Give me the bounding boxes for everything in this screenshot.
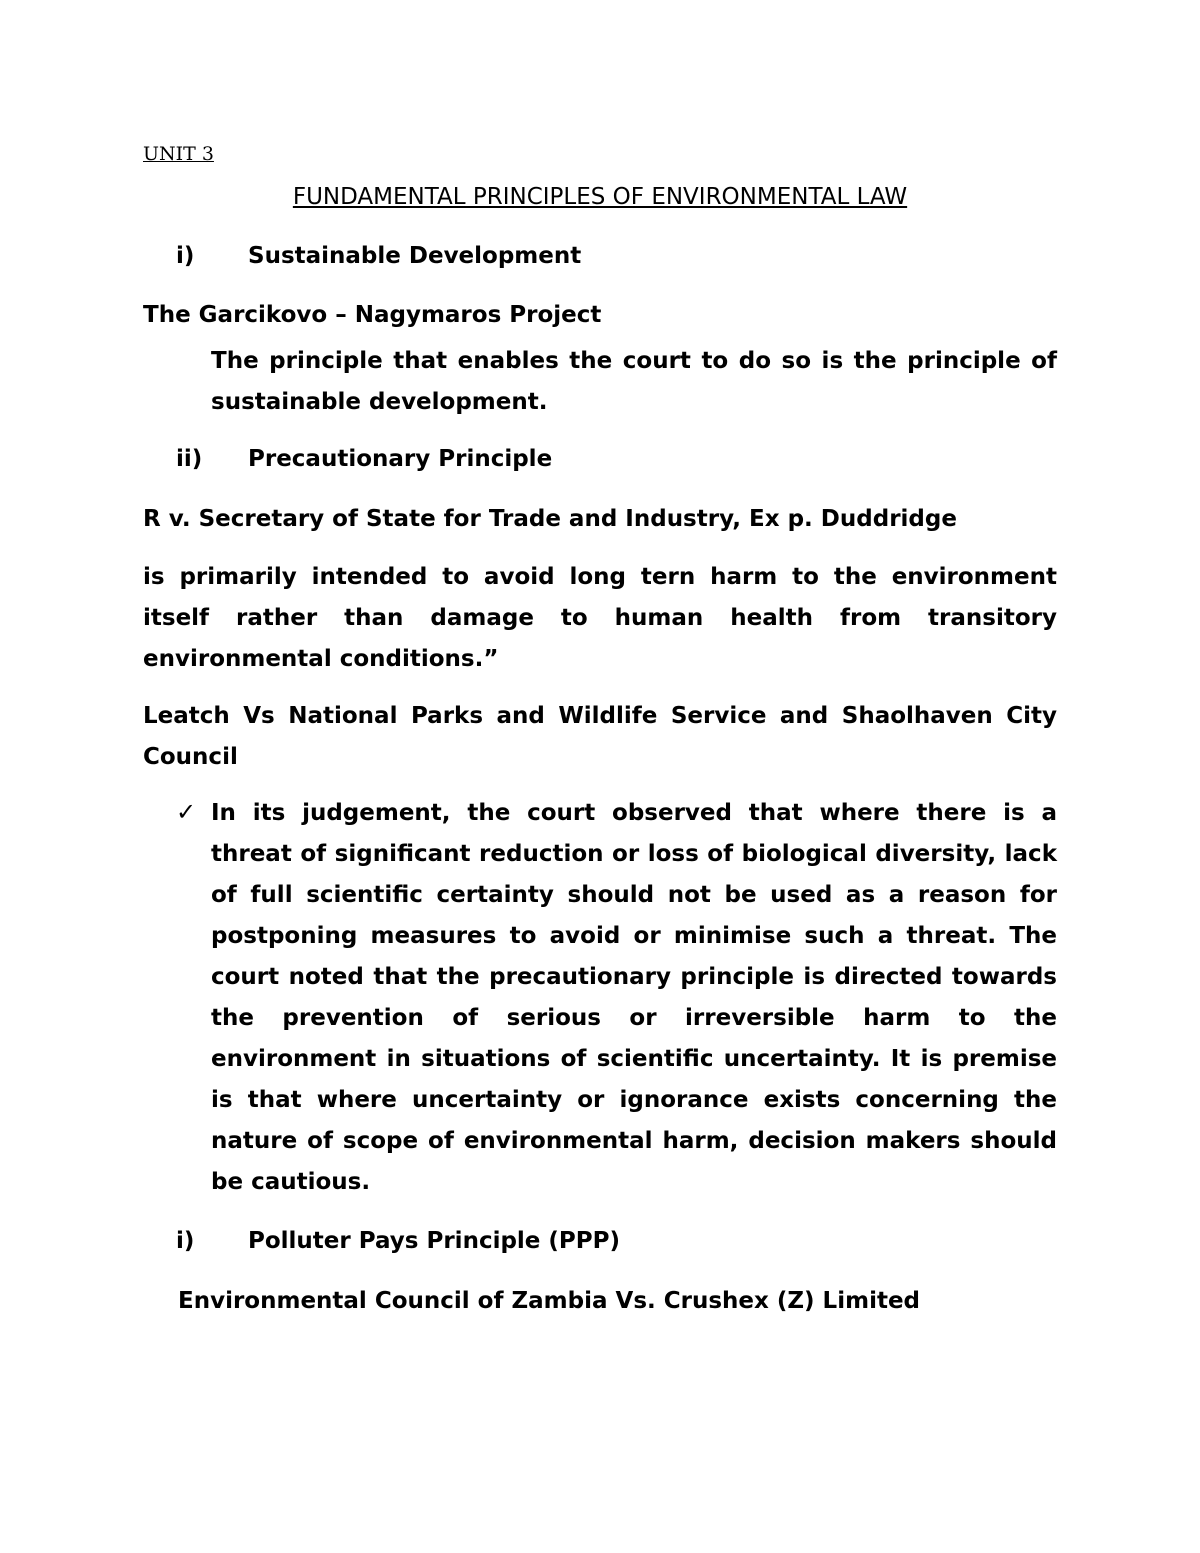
section-3-case-title: Environmental Council of Zambia Vs. Crushex (Z) Limited: [178, 1288, 921, 1314]
section-2-case-quote: is primarily intended to avoid long tern harm to the environment itself rather than damage to human health from transitory environmental conditions.”: [143, 564, 1057, 672]
section-2-numeral: ii): [176, 446, 203, 472]
section-3-numeral: i): [176, 1228, 195, 1254]
section-1-heading: Sustainable Development: [248, 243, 582, 269]
section-2-bullet-text: In its judgement, the court observed that where there is a threat of significant reduction or loss of biological diversity, lack of full scientific certainty should not be used as a reason for postponing measures to avoid or minimise such a threat. The court noted that the precautionary principle is directed towards the prevention of serious or irreversible harm to the environment in situations of scientific uncertainty. It is premise is that where uncertainty or ignorance exists concerning the nature of scope of environmental harm, decision makers should be cautious.: [211, 800, 1057, 1195]
section-1-case-title: The Garcikovo – Nagymaros Project: [143, 302, 602, 328]
section-1-case-text: The principle that enables the court to do so is the principle of sustainable development.: [211, 348, 1057, 415]
document-title: FUNDAMENTAL PRINCIPLES OF ENVIRONMENTAL LAW: [292, 184, 908, 210]
unit-label: UNIT 3: [143, 143, 214, 165]
section-2-heading: Precautionary Principle: [248, 446, 553, 472]
section-3-heading: Polluter Pays Principle (PPP): [248, 1228, 621, 1254]
checkmark-icon: ✓: [176, 798, 197, 826]
section-2-case2-title: Leatch Vs National Parks and Wildlife Service and Shaolhaven City Council: [143, 703, 1057, 770]
section-2-case-title: R v. Secretary of State for Trade and Industry, Ex p. Duddridge: [143, 506, 957, 532]
section-1-numeral: i): [176, 243, 195, 269]
